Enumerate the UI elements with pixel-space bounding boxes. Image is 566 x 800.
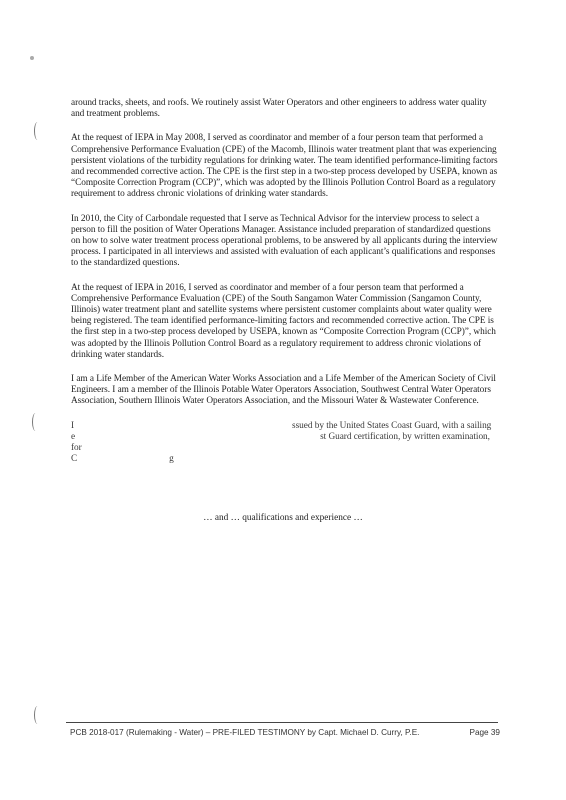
redaction-block — [174, 455, 294, 464]
omission-note: … and … qualifications and experience … — [203, 513, 363, 523]
paragraph-intro-continued: around tracks, sheets, and roofs. We routinely assist Water Operators and other engineers to address water quality and treatment problems. — [71, 98, 487, 120]
paragraph-sangamon-cpe: At the request of IEPA in 2016, I served as coordinator and member of a four person team that performed a Comprehensive Performance Evaluation (CPE) of the South Sangamon Water Commission (Sangamon County, Illinois) water treatment plant and satellite systems where persistent customer complaints about water quality were being registered. The team identified performance-limiting factors and recommended corrective action. The CPE is the first step in a two-step process developed by USEPA, known as “Composite Correction Program (CCP)”, which was adopted by the Illinois Pollution Control Board as a regulatory requirement to address chronic violations of drinking water standards. — [71, 282, 496, 360]
punch-hole-mark — [32, 413, 39, 431]
paragraph-memberships: I am a Life Member of the American Water Works Association and a Life Member of the American Society of Civil Engineers. I am a member of the Illinois Potable Water Operators Association, Southwest Central Water Operators Association, Southern Illinois Water Operators Association, and the Missouri Water & Wastewater Conference. — [71, 374, 496, 407]
page-number: Page 39 — [469, 728, 500, 737]
redacted-line-start: e — [71, 431, 76, 442]
paragraph-partially-redacted — [71, 421, 501, 466]
scan-speck — [30, 56, 34, 60]
redacted-line-end: st Guard certification, by written examination, for — [71, 431, 490, 454]
paragraph-carbondale: In 2010, the City of Carbondale requested that I serve as Technical Advisor for the interview process to select a person to fill the position of Water Operations Manager. Assistance included preparation of standardized questions on how to solve water treatment process operational problems, to be answered by all applicants during the interview process. I participated in all interviews and assisted with evaluation of each applicant’s qualifications and responses to the standardized questions. — [71, 213, 498, 269]
redaction-block — [75, 432, 320, 441]
footer-citation: PCB 2018-017 (Rulemaking - Water) – PRE-FILED TESTIMONY by Capt. Michael D. Curry, P.E. — [70, 728, 420, 737]
redacted-line-start: C — [71, 454, 78, 465]
paragraph-macomb-cpe: At the request of IEPA in May 2008, I served as coordinator and member of a four person team that performed a Comprehensive Performance Evaluation (CPE) of the Macomb, Illinois water treatment plant that was experiencing persistent violations of the turbidity regulations for drinking water. The team identified performance-limiting factors and recommended corrective action. The CPE is the first step in a two-step process developed by USEPA, known as “Composite Correction Program (CCP)”, which was adopted by the Illinois Pollution Control Board as a regulatory requirement to address chronic violations of drinking water standards. — [71, 133, 498, 200]
redaction-block — [74, 421, 292, 430]
redacted-line-start: I — [71, 420, 75, 431]
punch-hole-mark — [34, 706, 41, 724]
body-text — [71, 98, 501, 478]
redacted-line-end: ssued by the United States Coast Guard, with a sailing — [292, 420, 492, 431]
punch-hole-mark — [34, 122, 41, 140]
redacted-line-mid: g — [169, 454, 174, 465]
redaction-block — [77, 455, 169, 464]
footer-divider — [66, 722, 498, 723]
